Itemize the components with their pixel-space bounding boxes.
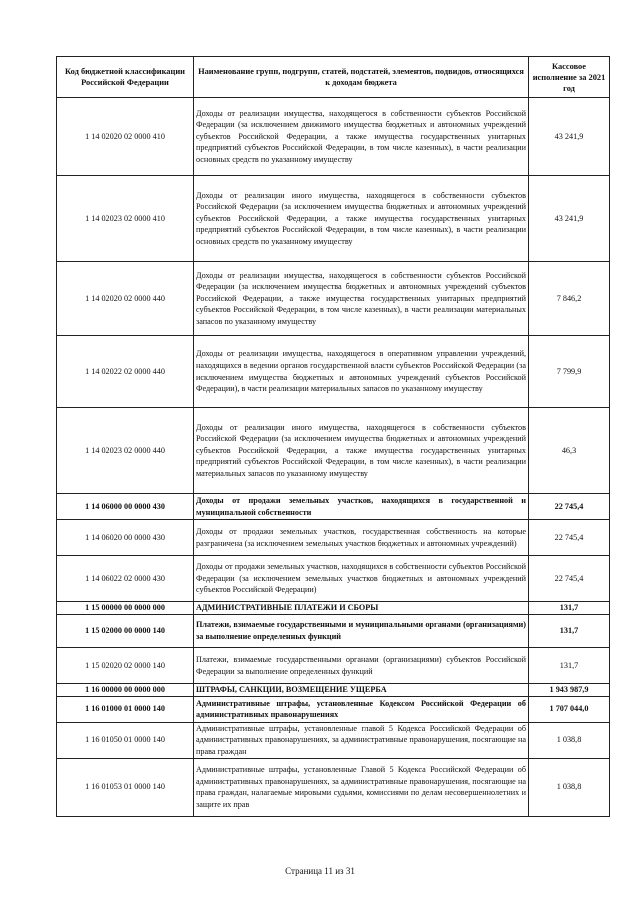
row-name: Доходы от продажи земельных участков, государственная собственность на которые разграничена (за исключением земельных участков бюджетных и автономных учреждений)	[194, 520, 529, 556]
row-code: 1 14 02022 02 0000 440	[57, 336, 194, 408]
table-row	[57, 696, 610, 722]
table-row	[57, 520, 610, 556]
row-amount: 1 943 987,9	[529, 684, 610, 697]
table-row	[57, 758, 610, 816]
row-name: Административные штрафы, установленные Кодексом Российской Федерации об административных правонарушениях	[194, 696, 529, 722]
row-amount: 1 038,8	[529, 758, 610, 816]
row-amount: 22 745,4	[529, 520, 610, 556]
row-code: 1 14 06000 00 0000 430	[57, 494, 194, 520]
header-amount: Кассовое исполнение за 2021 год	[529, 57, 610, 98]
table-row	[57, 602, 610, 615]
row-amount: 22 745,4	[529, 494, 610, 520]
table-row	[57, 408, 610, 494]
row-name: Платежи, взимаемые государственными органами (организациями) субъектов Российской Федерации за выполнение определенных функций	[194, 648, 529, 684]
row-amount: 46,3	[529, 408, 610, 494]
table-row	[57, 615, 610, 648]
table-row	[57, 556, 610, 602]
row-amount: 43 241,9	[529, 98, 610, 176]
row-amount: 1 707 044,0	[529, 696, 610, 722]
row-name: Доходы от продажи земельных участков, находящихся в государственной и муниципальной собственности	[194, 494, 529, 520]
row-name: Доходы от реализации имущества, находящегося в собственности субъектов Российской Федерации (за исключением имущества бюджетных и автономных учреждений субъектов Российской Федерации, а также имущества государственных унитарных предприятий субъектов Российской Федерации, в том числе казенных), в части реализации материальных запасов по указанному имуществу	[194, 262, 529, 336]
row-name: Административные штрафы, установленные Главой 5 Кодекса Российской Федерации об административных правонарушениях, за административные правонарушения, посягающие на права граждан, налагаемые мировыми судьями, комиссиями по делам несовершеннолетних и защите их прав	[194, 758, 529, 816]
table-header-row	[57, 57, 610, 98]
row-code: 1 16 00000 00 0000 000	[57, 684, 194, 697]
row-code: 1 14 02020 02 0000 410	[57, 98, 194, 176]
row-amount: 22 745,4	[529, 556, 610, 602]
budget-revenue-table	[56, 56, 610, 817]
page-number: Страница 11 из 31	[285, 866, 355, 876]
row-name: Доходы от реализации иного имущества, находящегося в собственности субъектов Российской Федерации (за исключением имущества бюджетных и автономных учреждений субъектов Российской Федерации, а также имущества государственных унитарных предприятий субъектов Российской Федерации, в том числе казенных), в части реализации основных средств по указанному имуществу	[194, 176, 529, 262]
row-code: 1 14 02023 02 0000 410	[57, 176, 194, 262]
table-row	[57, 176, 610, 262]
table-row	[57, 98, 610, 176]
row-name: Административные штрафы, установленные главой 5 Кодекса Российской Федерации об административных правонарушениях, за административные правонарушения, посягающие на права граждан	[194, 722, 529, 758]
row-amount: 7 799,9	[529, 336, 610, 408]
row-amount: 1 038,8	[529, 722, 610, 758]
row-code: 1 16 01050 01 0000 140	[57, 722, 194, 758]
header-name: Наименование групп, подгрупп, статей, подстатей, элементов, подвидов, относящихся к доходам бюджета	[194, 57, 529, 98]
row-code: 1 14 02020 02 0000 440	[57, 262, 194, 336]
table-row	[57, 648, 610, 684]
row-code: 1 14 02023 02 0000 440	[57, 408, 194, 494]
row-amount: 131,7	[529, 648, 610, 684]
table-row	[57, 684, 610, 697]
row-name: Доходы от продажи земельных участков, находящихся в собственности субъектов Российской Федерации (за исключением земельных участков бюджетных и автономных учреждений субъектов Российской Федерации)	[194, 556, 529, 602]
row-amount: 131,7	[529, 602, 610, 615]
row-name: Доходы от реализации иного имущества, находящегося в собственности субъектов Российской Федерации (за исключением имущества бюджетных и автономных учреждений субъектов Российской Федерации, а также имущества государственных унитарных предприятий субъектов Российской Федерации, в том числе казенных), в части реализации материальных запасов по указанному имуществу	[194, 408, 529, 494]
row-code: 1 16 01053 01 0000 140	[57, 758, 194, 816]
table-row	[57, 722, 610, 758]
row-code: 1 15 02020 02 0000 140	[57, 648, 194, 684]
row-name: ШТРАФЫ, САНКЦИИ, ВОЗМЕЩЕНИЕ УЩЕРБА	[194, 684, 529, 697]
row-name: Платежи, взимаемые государственными и муниципальными органами (организациями) за выполнение определенных функций	[194, 615, 529, 648]
header-code: Код бюджетной классификации Российской Федерации	[57, 57, 194, 98]
row-amount: 43 241,9	[529, 176, 610, 262]
row-code: 1 16 01000 01 0000 140	[57, 696, 194, 722]
table-row	[57, 336, 610, 408]
row-code: 1 14 06022 02 0000 430	[57, 556, 194, 602]
row-code: 1 15 02000 00 0000 140	[57, 615, 194, 648]
table-row	[57, 494, 610, 520]
row-name: Доходы от реализации имущества, находящегося в оперативном управлении учреждений, находящихся в ведении органов государственной власти субъектов Российской Федерации (за исключением имущества бюджетных и автономных учреждений субъектов Российской Федерации), в части реализации материальных запасов по указанному имуществу	[194, 336, 529, 408]
row-code: 1 14 06020 00 0000 430	[57, 520, 194, 556]
row-amount: 131,7	[529, 615, 610, 648]
row-amount: 7 846,2	[529, 262, 610, 336]
row-name: Доходы от реализации имущества, находящегося в собственности субъектов Российской Федерации (за исключением движимого имущества бюджетных и автономных учреждений субъектов Российской Федерации, а также имущества государственных унитарных предприятий субъектов Российской Федерации, в том числе казенных), в части реализации основных средств по указанному имуществу	[194, 98, 529, 176]
row-code: 1 15 00000 00 0000 000	[57, 602, 194, 615]
table-row	[57, 262, 610, 336]
row-name: АДМИНИСТРАТИВНЫЕ ПЛАТЕЖИ И СБОРЫ	[194, 602, 529, 615]
